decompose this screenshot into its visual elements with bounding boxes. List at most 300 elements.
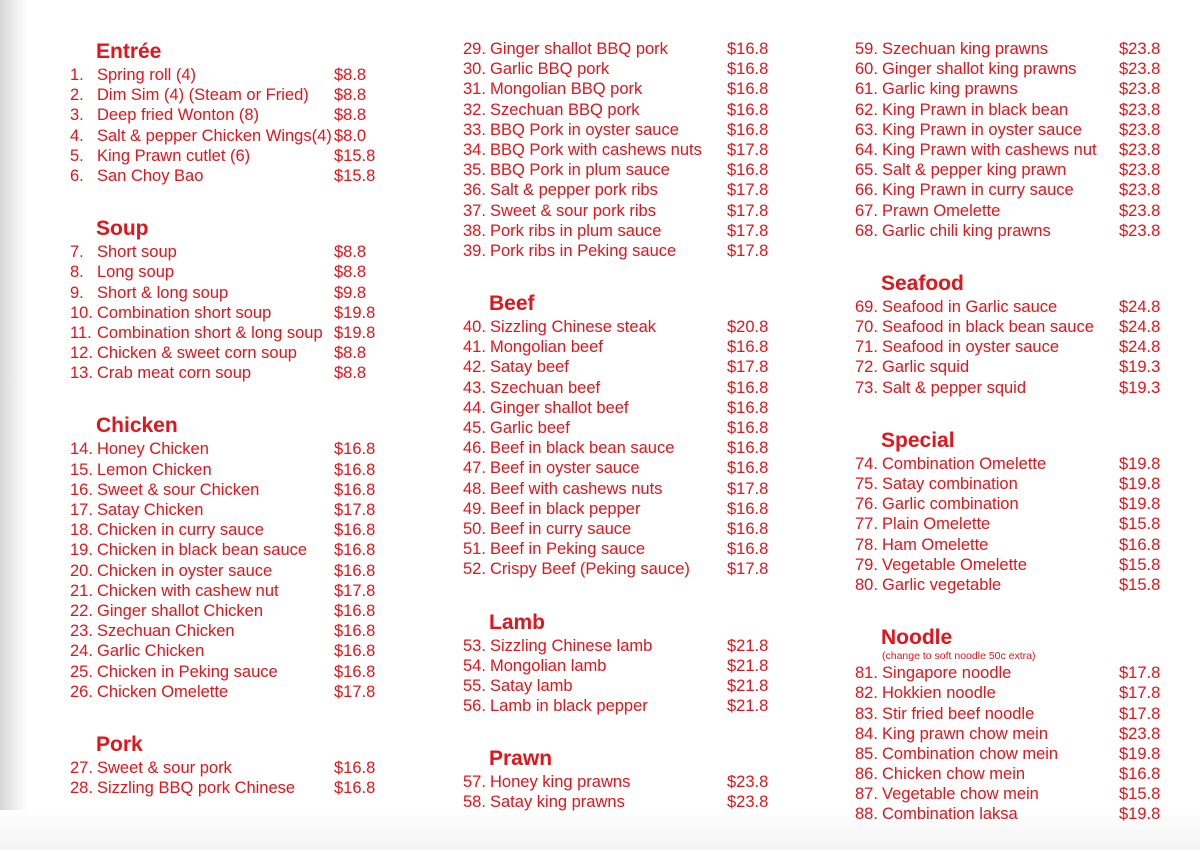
section-continued (463, 39, 783, 261)
item-price: $16.8 (727, 80, 769, 99)
item-name: Sweet & sour pork ribs (490, 201, 656, 220)
item-price: $23.8 (1119, 120, 1161, 139)
item-name: Chicken & sweet corn soup (97, 344, 297, 363)
menu-item (855, 784, 1175, 804)
item-number: 30. (463, 60, 486, 79)
item-name: Combination laksa (882, 805, 1018, 824)
item-number: 13. (70, 364, 93, 383)
menu-item (463, 398, 783, 418)
item-name: Chicken Omelette (97, 682, 229, 701)
item-price: $23.8 (1119, 724, 1161, 743)
item-price: $24.8 (1119, 318, 1161, 337)
item-name: Combination Omelette (882, 454, 1047, 473)
section-title: Pork (96, 732, 143, 756)
item-name: Long soup (97, 263, 175, 282)
item-number: 68. (855, 221, 878, 240)
item-number: 21. (70, 581, 93, 600)
item-number: 70. (855, 318, 878, 337)
item-number: 77. (855, 515, 878, 534)
item-price: $17.8 (1119, 684, 1161, 703)
item-number: 44. (463, 398, 486, 417)
item-number: 82. (855, 684, 878, 703)
item-price: $17.8 (727, 201, 769, 220)
section-title: Prawn (489, 747, 553, 771)
item-name: Hokkien noodle (882, 684, 996, 703)
menu-item (463, 180, 783, 200)
item-price: $16.8 (727, 499, 769, 518)
item-price: $23.8 (1119, 140, 1161, 159)
item-price: $8.0 (334, 126, 367, 145)
item-price: $23.8 (1119, 60, 1161, 79)
item-price: $16.8 (727, 120, 769, 139)
item-number: 72. (855, 358, 878, 377)
item-name: Garlic squid (882, 358, 970, 377)
menu-item (463, 559, 783, 579)
menu-item (463, 160, 783, 180)
item-number: 74. (855, 454, 878, 473)
menu-item (855, 378, 1175, 398)
item-name: Satay beef (490, 358, 569, 377)
item-number: 41. (463, 338, 486, 357)
menu-item (855, 120, 1175, 140)
item-price: $19.8 (1119, 475, 1161, 493)
section-soup (70, 216, 390, 383)
item-name: Sizzling BBQ pork Chinese (97, 779, 296, 798)
item-name: Satay king prawns (490, 793, 625, 812)
item-number: 69. (855, 297, 878, 316)
item-price: $8.8 (334, 263, 367, 282)
menu-item (70, 601, 390, 621)
item-name: Chicken in black bean sauce (97, 541, 308, 560)
menu-item (463, 458, 783, 478)
item-name: Beef in curry sauce (490, 519, 632, 538)
item-price: $16.8 (727, 459, 769, 478)
menu-item (855, 79, 1175, 99)
item-price: $15.8 (1119, 785, 1161, 804)
item-price: $19.3 (1119, 378, 1161, 397)
item-name: King Prawn in curry sauce (882, 181, 1074, 200)
section-gap (855, 595, 1175, 625)
item-name: Mongolian BBQ pork (490, 80, 643, 99)
item-name: Prawn Omelette (882, 201, 1001, 220)
item-number: 18. (70, 521, 93, 540)
menu-item (855, 663, 1175, 683)
menu-item (463, 317, 783, 337)
item-price: $23.8 (1119, 80, 1161, 99)
item-name: King Prawn with cashews nut (882, 140, 1097, 159)
section-continued (855, 39, 1175, 241)
item-price: $16.8 (1119, 535, 1161, 554)
menu-item (463, 636, 783, 656)
item-name: Satay lamb (490, 676, 573, 695)
item-price: $23.8 (1119, 161, 1161, 180)
item-number: 9. (70, 283, 84, 302)
item-number: 11. (70, 323, 92, 342)
item-number: 81. (855, 664, 878, 683)
item-number: 75. (855, 475, 878, 493)
item-name: Seafood in oyster sauce (882, 338, 1060, 357)
menu-item (855, 454, 1175, 474)
item-number: 85. (855, 744, 878, 763)
menu-item (855, 764, 1175, 784)
item-number: 4. (70, 126, 84, 145)
item-number: 55. (463, 676, 486, 695)
menu-item (70, 581, 390, 601)
menu-item (463, 59, 783, 79)
item-name: Pork ribs in plum sauce (490, 221, 662, 240)
menu-item (855, 297, 1175, 317)
item-name: Vegetable Omelette (882, 555, 1027, 574)
item-number: 59. (855, 40, 878, 58)
item-number: 47. (463, 459, 486, 478)
item-price: $17.8 (334, 682, 376, 701)
item-price: $16.8 (334, 758, 376, 777)
item-price: $16.8 (727, 161, 769, 180)
menu-item (855, 160, 1175, 180)
menu-item (463, 772, 783, 792)
section-gap (855, 398, 1175, 428)
item-name: Chicken in curry sauce (97, 521, 264, 540)
item-name: Garlic Chicken (97, 642, 205, 661)
item-price: $21.8 (727, 636, 769, 655)
item-number: 64. (855, 140, 878, 159)
item-number: 71. (855, 338, 878, 357)
item-name: Lamb in black pepper (490, 697, 648, 716)
section-pork (70, 732, 390, 798)
item-number: 63. (855, 120, 878, 139)
item-number: 1. (70, 66, 84, 84)
item-price: $19.8 (1119, 805, 1161, 824)
menu-item (70, 480, 390, 500)
item-number: 27. (70, 758, 93, 777)
item-price: $16.8 (727, 378, 769, 397)
item-number: 28. (70, 779, 93, 798)
item-number: 60. (855, 60, 878, 79)
item-name: Chicken in oyster sauce (97, 561, 273, 580)
item-price: $24.8 (1119, 297, 1161, 316)
item-number: 54. (463, 656, 486, 675)
item-number: 39. (463, 241, 486, 260)
page-fold-shadow (0, 0, 28, 850)
menu-item (70, 662, 390, 682)
item-number: 26. (70, 682, 93, 701)
item-name: Beef with cashews nuts (490, 479, 663, 498)
menu-item (463, 479, 783, 499)
section-title: Beef (489, 292, 535, 316)
item-number: 42. (463, 358, 486, 377)
menu-item (463, 519, 783, 539)
item-name: San Choy Bao (97, 166, 204, 185)
item-number: 87. (855, 785, 878, 804)
item-number: 16. (70, 480, 93, 499)
item-number: 73. (855, 378, 878, 397)
section-title: Soup (96, 217, 149, 241)
item-name: Beef in black pepper (490, 499, 641, 518)
item-name: Sizzling Chinese steak (490, 318, 656, 337)
menu-item (855, 744, 1175, 764)
menu-item (855, 494, 1175, 514)
item-price: $16.8 (727, 519, 769, 538)
item-number: 14. (70, 440, 93, 459)
item-name: Salt & pepper Chicken Wings(4) (97, 126, 332, 145)
menu-item (70, 242, 390, 262)
item-name: Crab meat corn soup (97, 364, 252, 383)
menu-item (70, 460, 390, 480)
menu-item (70, 283, 390, 303)
item-price: $23.8 (727, 773, 769, 792)
item-name: Sizzling Chinese lamb (490, 636, 653, 655)
menu-item (855, 59, 1175, 79)
item-name: Mongolian lamb (490, 656, 607, 675)
item-price: $23.8 (1119, 201, 1161, 220)
item-name: Szechuan Chicken (97, 622, 235, 641)
menu-column-1 (70, 39, 390, 798)
item-number: 45. (463, 419, 486, 437)
item-name: Combination short & long soup (97, 323, 323, 342)
item-price: $19.8 (1119, 744, 1161, 763)
item-number: 53. (463, 636, 486, 655)
item-name: King Prawn in black bean (882, 100, 1069, 119)
item-number: 49. (463, 499, 486, 518)
item-price: $8.8 (334, 344, 367, 363)
item-name: Ginger shallot beef (490, 398, 629, 417)
menu-item (70, 105, 390, 125)
item-number: 24. (70, 642, 93, 661)
menu-item (855, 474, 1175, 494)
menu-item (855, 704, 1175, 724)
item-price: $16.8 (334, 642, 376, 661)
item-name: Salt & pepper pork ribs (490, 181, 658, 200)
item-price: $17.8 (727, 358, 769, 377)
item-number: 23. (70, 622, 93, 641)
item-number: 33. (463, 120, 486, 139)
section-gap (70, 702, 390, 732)
item-price: $16.8 (727, 60, 769, 79)
menu-item (70, 146, 390, 166)
item-number: 5. (70, 146, 84, 165)
item-number: 66. (855, 181, 878, 200)
item-price: $23.8 (1119, 40, 1161, 58)
item-name: Satay combination (882, 475, 1018, 493)
item-name: King Prawn in oyster sauce (882, 120, 1082, 139)
item-number: 8. (70, 263, 84, 282)
item-price: $17.8 (727, 560, 769, 579)
menu-item (463, 696, 783, 716)
item-price: $16.8 (727, 540, 769, 559)
menu-item (855, 724, 1175, 744)
menu-item (70, 323, 390, 343)
menu-item (463, 792, 783, 812)
item-name: Garlic king prawns (882, 80, 1018, 99)
menu-item (855, 221, 1175, 241)
item-name: Szechuan king prawns (882, 40, 1049, 58)
item-name: Short & long soup (97, 283, 229, 302)
menu-item (463, 418, 783, 438)
item-name: Spring roll (4) (97, 66, 197, 84)
item-name: Beef in black bean sauce (490, 439, 675, 458)
menu-item (70, 561, 390, 581)
item-number: 35. (463, 161, 486, 180)
menu-item (855, 100, 1175, 120)
item-name: Sweet & sour Chicken (97, 480, 260, 499)
item-price: $16.8 (334, 601, 376, 620)
menu-item (463, 676, 783, 696)
menu-item (463, 656, 783, 676)
item-number: 86. (855, 765, 878, 784)
item-name: King prawn chow mein (882, 724, 1048, 743)
item-price: $17.8 (727, 221, 769, 240)
item-price: $19.8 (334, 323, 376, 342)
item-name: Sweet & sour pork (97, 758, 232, 777)
item-number: 2. (70, 86, 84, 105)
item-number: 37. (463, 201, 486, 220)
item-name: Ham Omelette (882, 535, 989, 554)
item-number: 78. (855, 535, 878, 554)
item-price: $16.8 (727, 100, 769, 119)
menu-item (463, 201, 783, 221)
menu-item (463, 140, 783, 160)
menu-item (70, 363, 390, 383)
item-price: $16.8 (334, 622, 376, 641)
item-price: $17.8 (727, 181, 769, 200)
item-price: $21.8 (727, 697, 769, 716)
item-number: 50. (463, 519, 486, 538)
item-name: Szechuan beef (490, 378, 601, 397)
item-price: $16.8 (334, 541, 376, 560)
item-number: 20. (70, 561, 93, 580)
menu-item (70, 126, 390, 146)
menu-item (855, 140, 1175, 160)
item-name: Lemon Chicken (97, 460, 212, 479)
item-name: Deep fried Wonton (8) (97, 106, 260, 125)
item-name: Chicken chow mein (882, 765, 1026, 784)
item-number: 67. (855, 201, 878, 220)
item-price: $16.8 (334, 662, 376, 681)
section-chicken (70, 413, 390, 701)
section-title: Noodle (881, 626, 953, 650)
item-price: $23.8 (1119, 100, 1161, 119)
item-name: Ginger shallot king prawns (882, 60, 1077, 79)
item-name: BBQ Pork in oyster sauce (490, 120, 679, 139)
item-name: Beef in oyster sauce (490, 459, 640, 478)
item-number: 61. (855, 80, 878, 99)
item-name: Honey king prawns (490, 773, 631, 792)
item-number: 32. (463, 100, 486, 119)
item-price: $17.8 (1119, 664, 1161, 683)
section-gap (463, 580, 783, 610)
section-gap (70, 383, 390, 413)
item-name: Garlic beef (490, 419, 570, 437)
item-name: Mongolian beef (490, 338, 603, 357)
menu-item (70, 540, 390, 560)
item-number: 76. (855, 495, 878, 514)
menu-item (463, 378, 783, 398)
item-name: Garlic vegetable (882, 575, 1002, 594)
item-price: $17.8 (727, 479, 769, 498)
menu-item (70, 758, 390, 778)
item-price: $17.8 (1119, 704, 1161, 723)
item-price: $19.8 (334, 303, 376, 322)
item-name: Stir fried beef noodle (882, 704, 1035, 723)
item-number: 19. (70, 541, 93, 560)
section-gap (463, 261, 783, 291)
item-number: 10. (70, 303, 93, 322)
section-gap (855, 241, 1175, 271)
menu-item (855, 337, 1175, 357)
item-number: 36. (463, 181, 486, 200)
item-price: $8.8 (334, 106, 367, 125)
item-name: Short soup (97, 243, 177, 262)
item-price: $24.8 (1119, 338, 1161, 357)
section-title: Lamb (489, 610, 546, 634)
item-name: Seafood in Garlic sauce (882, 297, 1058, 316)
menu-column-3 (855, 39, 1175, 825)
item-number: 3. (70, 106, 84, 125)
menu-item (70, 85, 390, 105)
item-number: 15. (70, 460, 93, 479)
menu-item (463, 221, 783, 241)
item-name: Crispy Beef (Peking sauce) (490, 560, 690, 579)
item-name: Chicken in Peking sauce (97, 662, 278, 681)
menu-item (70, 303, 390, 323)
item-price: $16.8 (727, 439, 769, 458)
item-name: Garlic BBQ pork (490, 60, 610, 79)
item-price: $21.8 (727, 656, 769, 675)
item-name: Combination short soup (97, 303, 272, 322)
menu-item (463, 499, 783, 519)
item-name: Ginger shallot BBQ pork (490, 40, 668, 58)
menu-item (463, 438, 783, 458)
section-noodle (855, 625, 1175, 825)
item-number: 80. (855, 575, 878, 594)
item-name: Honey Chicken (97, 440, 209, 459)
menu-item (70, 641, 390, 661)
menu-item (70, 65, 390, 85)
item-price: $19.8 (1119, 454, 1161, 473)
menu-item (70, 343, 390, 363)
item-price: $8.8 (334, 86, 367, 105)
menu-item (463, 241, 783, 261)
item-price: $17.8 (334, 501, 376, 519)
item-number: 22. (70, 601, 93, 620)
item-number: 29. (463, 40, 486, 58)
item-name: Singapore noodle (882, 664, 1012, 683)
item-name: King Prawn cutlet (6) (97, 146, 251, 165)
item-name: Szechuan BBQ pork (490, 100, 640, 119)
menu-item (855, 201, 1175, 221)
menu-item (70, 439, 390, 459)
section-gap (463, 716, 783, 746)
menu-item (855, 683, 1175, 703)
section-prawn (463, 746, 783, 812)
menu-column-2 (463, 39, 783, 813)
menu-item (463, 100, 783, 120)
item-name: Seafood in black bean sauce (882, 318, 1094, 337)
item-number: 57. (463, 773, 486, 792)
item-price: $19.8 (1119, 495, 1161, 514)
item-number: 46. (463, 439, 486, 458)
item-number: 38. (463, 221, 486, 240)
item-number: 48. (463, 479, 486, 498)
item-number: 62. (855, 100, 878, 119)
item-price: $17.8 (727, 241, 769, 260)
section-beef (463, 291, 783, 579)
item-name: BBQ Pork in plum sauce (490, 161, 670, 180)
item-name: Salt & pepper squid (882, 378, 1027, 397)
menu-item (463, 337, 783, 357)
menu-item (855, 39, 1175, 59)
item-number: 6. (70, 166, 84, 185)
